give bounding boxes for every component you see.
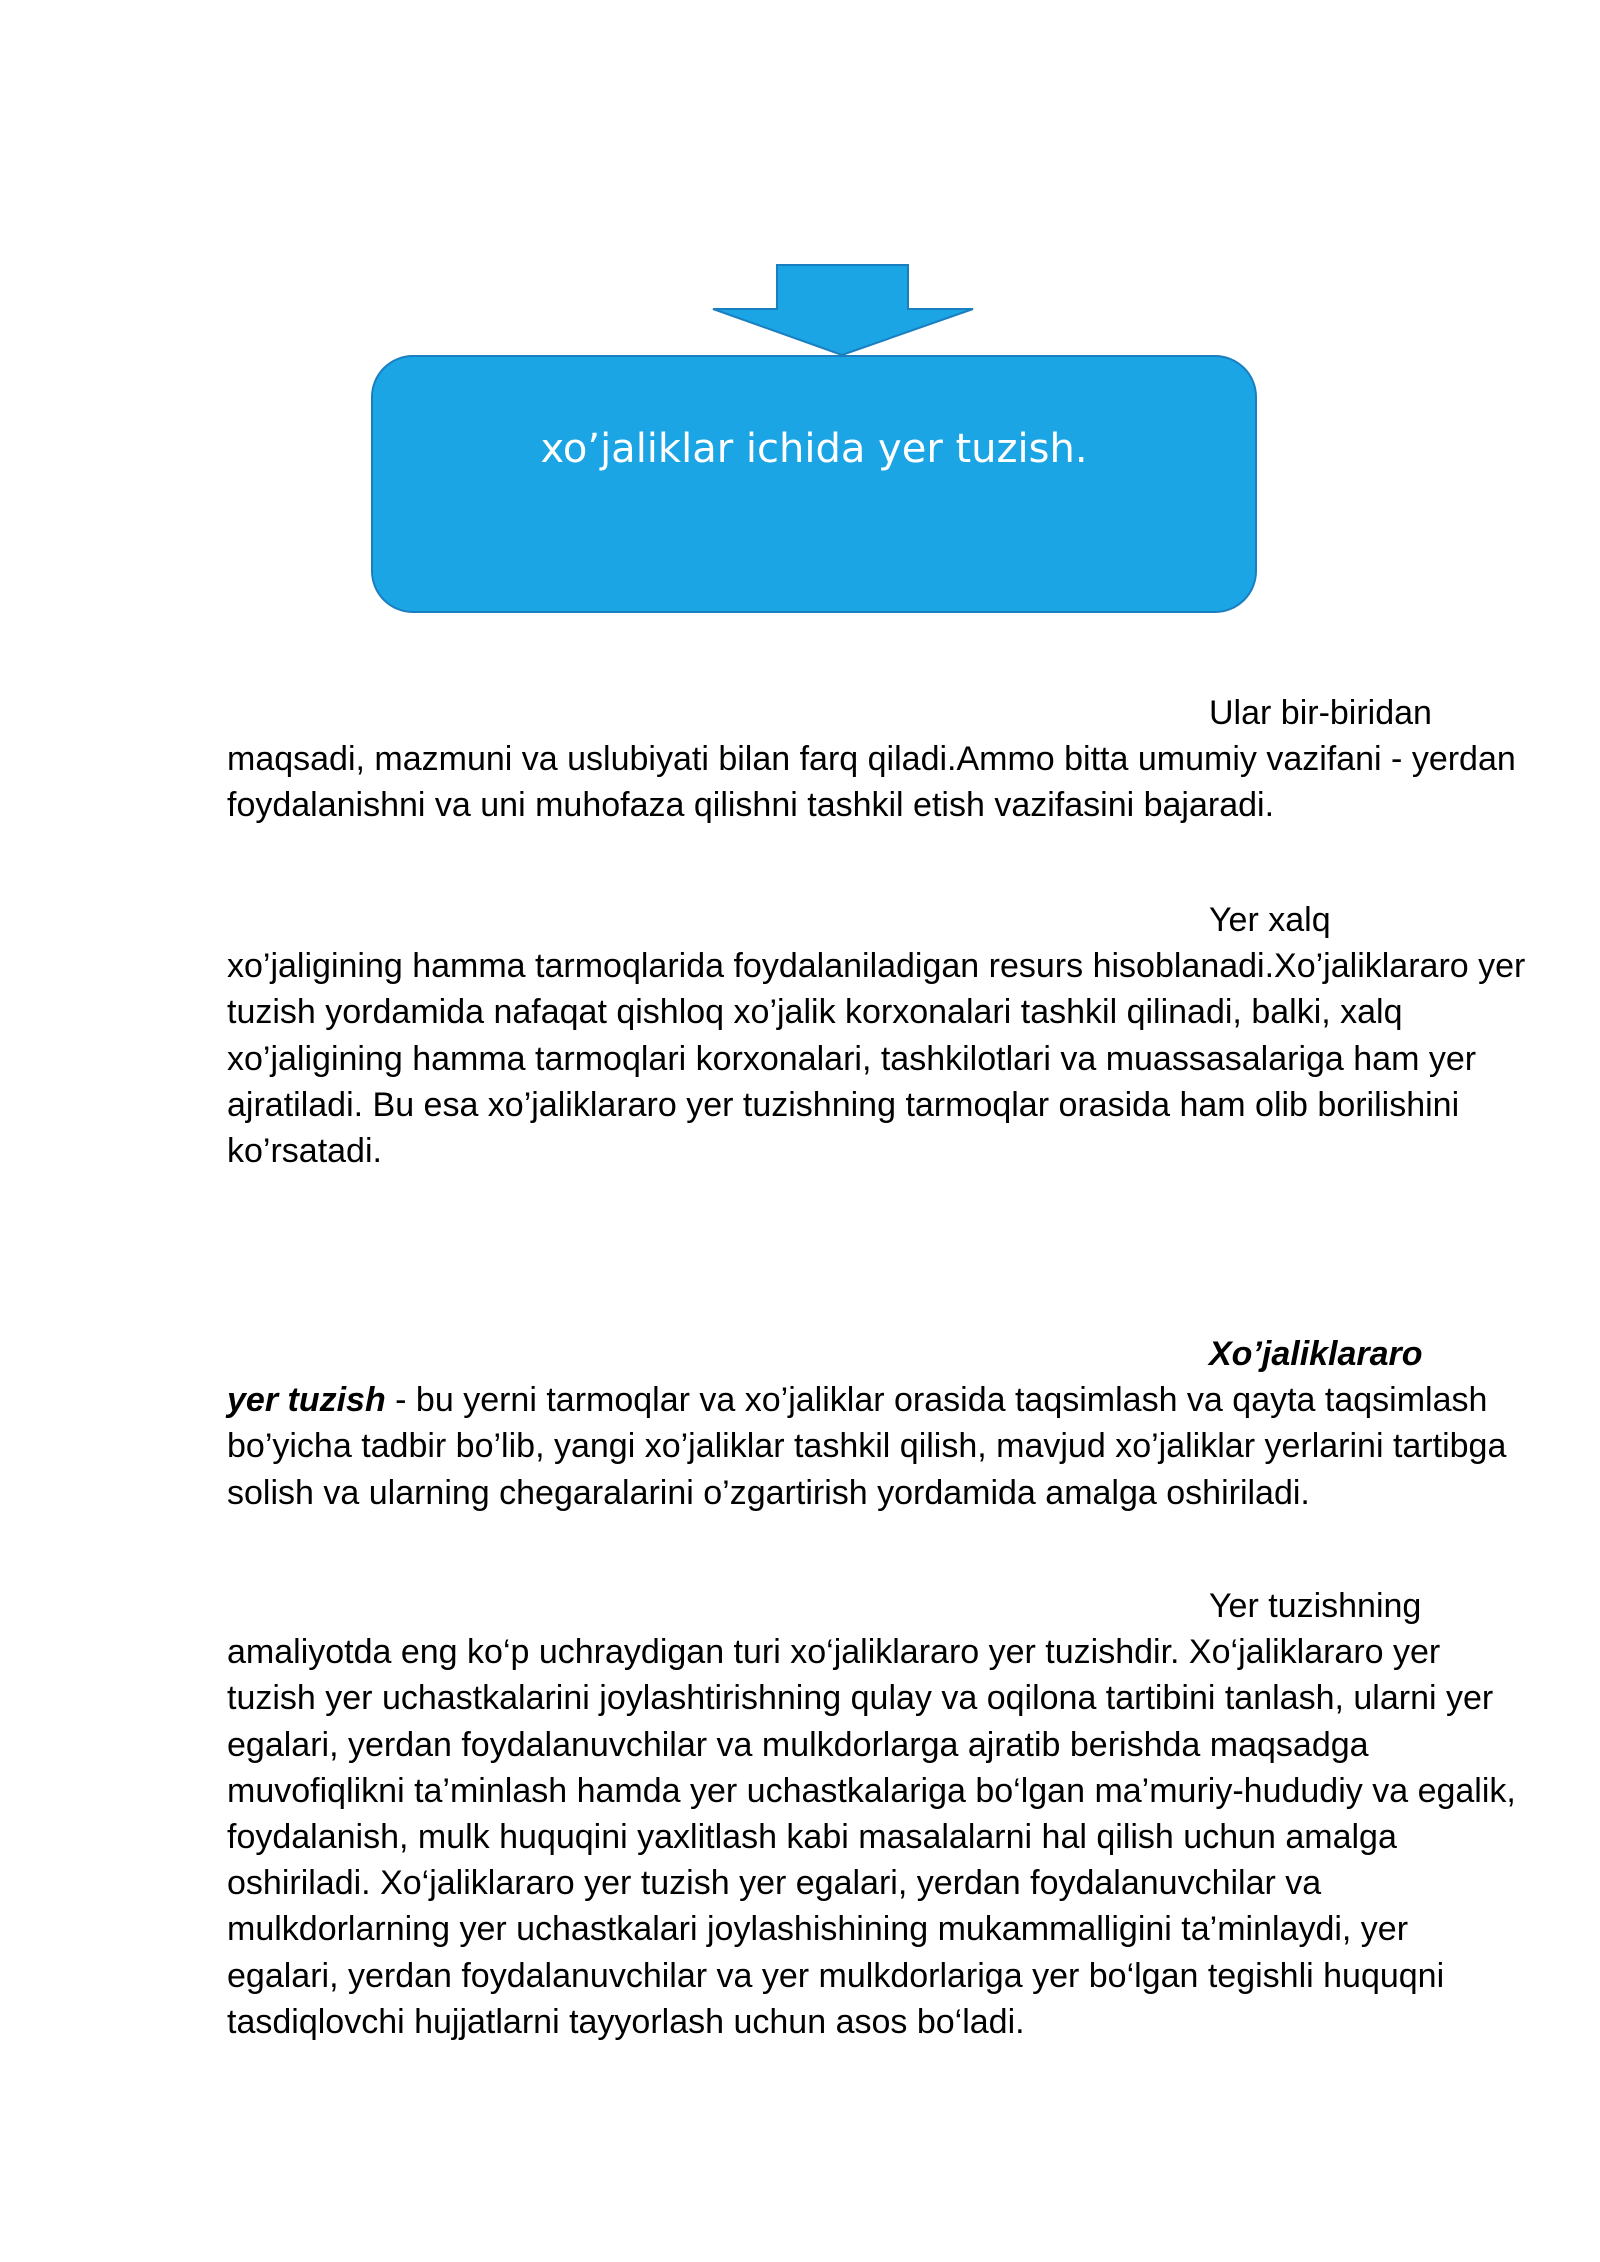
paragraph-1-body: maqsadi, mazmuni va uslubiyati bilan farq qiladi.Ammo bitta umumiy vazifani - yerdan foydalanishni va uni muhofaza qilishni tashkil etish vazifasini bajaradi.: [227, 740, 1516, 825]
callout-title: xo’jaliklar ichida yer tuzish.: [540, 426, 1088, 472]
paragraph-3-term-end: yer tuzish: [227, 1381, 386, 1420]
paragraph-2: [227, 897, 1527, 1174]
paragraph-1: [227, 690, 1527, 829]
paragraph-4-body: amaliyotda eng ko‘p uchraydigan turi xo‘jaliklararo yer tuzishdir. Xo‘jaliklararo yer tuzish yer uchastkalarini joylashtirishning qulay va oqilona tartibini tanlash, ularni yer egalari, yerdan foydalanuvchilar va mulkdorlarga ajratib berishda maqsadga muvofiqlikni ta’minlash hamda yer uchastkalariga bo‘lgan ma’muriy-hududiy va egalik, foydalanish, mulk huquqini yaxlitlash kabi masalalarni hal qilish uchun amalga oshiriladi. Xo‘jaliklararo yer tuzish yer egalari, yerdan foydalanuvchilar va mulkdorlarning yer uchastkalari joylashishining mukammalligini ta’minlaydi, yer egalari, yerdan foydalanuvchilar va yer mulkdorlariga yer bo‘lgan tegishli huquqni tasdiqlovchi hujjatlarni tayyorlash uchun asos bo‘ladi.: [227, 1633, 1516, 2041]
down-arrow-icon: [711, 264, 975, 356]
callout-box: [371, 355, 1257, 613]
paragraph-4-lead: Yer tuzishning: [1209, 1587, 1422, 1625]
paragraph-4: [227, 1583, 1527, 2045]
paragraph-3-body: - bu yerni tarmoqlar va xo’jaliklar orasida taqsimlash va qayta taqsimlash bo’yicha tadbir bo’lib, yangi xo’jaliklar tashkil qilish, mavjud xo’jaliklar yerlarini tartibga solish va ularning chegaralarini o’zgartirish yordamida amalga oshiriladi.: [227, 1381, 1507, 1512]
paragraph-3-term-start: Xo’jaliklararo: [1209, 1335, 1423, 1373]
paragraph-2-lead: Yer xalq: [1209, 901, 1331, 939]
paragraph-2-body: xo’jaligining hamma tarmoqlarida foydalaniladigan resurs hisoblanadi.Xo’jaliklararo yer tuzish yordamida nafaqat qishloq xo’jalik korxonalari tashkil qilinadi, balki, xalq xo’jaligining hamma tarmoqlari korxonalari, tashkilotlari va muassasalariga ham yer ajratiladi. Bu esa xo’jaliklararo yer tuzishning tarmoqlar orasida ham olib borilishini ko’rsatadi.: [227, 947, 1526, 1171]
paragraph-1-lead: Ular bir-biridan: [1209, 694, 1432, 732]
paragraph-3: [227, 1331, 1527, 1516]
